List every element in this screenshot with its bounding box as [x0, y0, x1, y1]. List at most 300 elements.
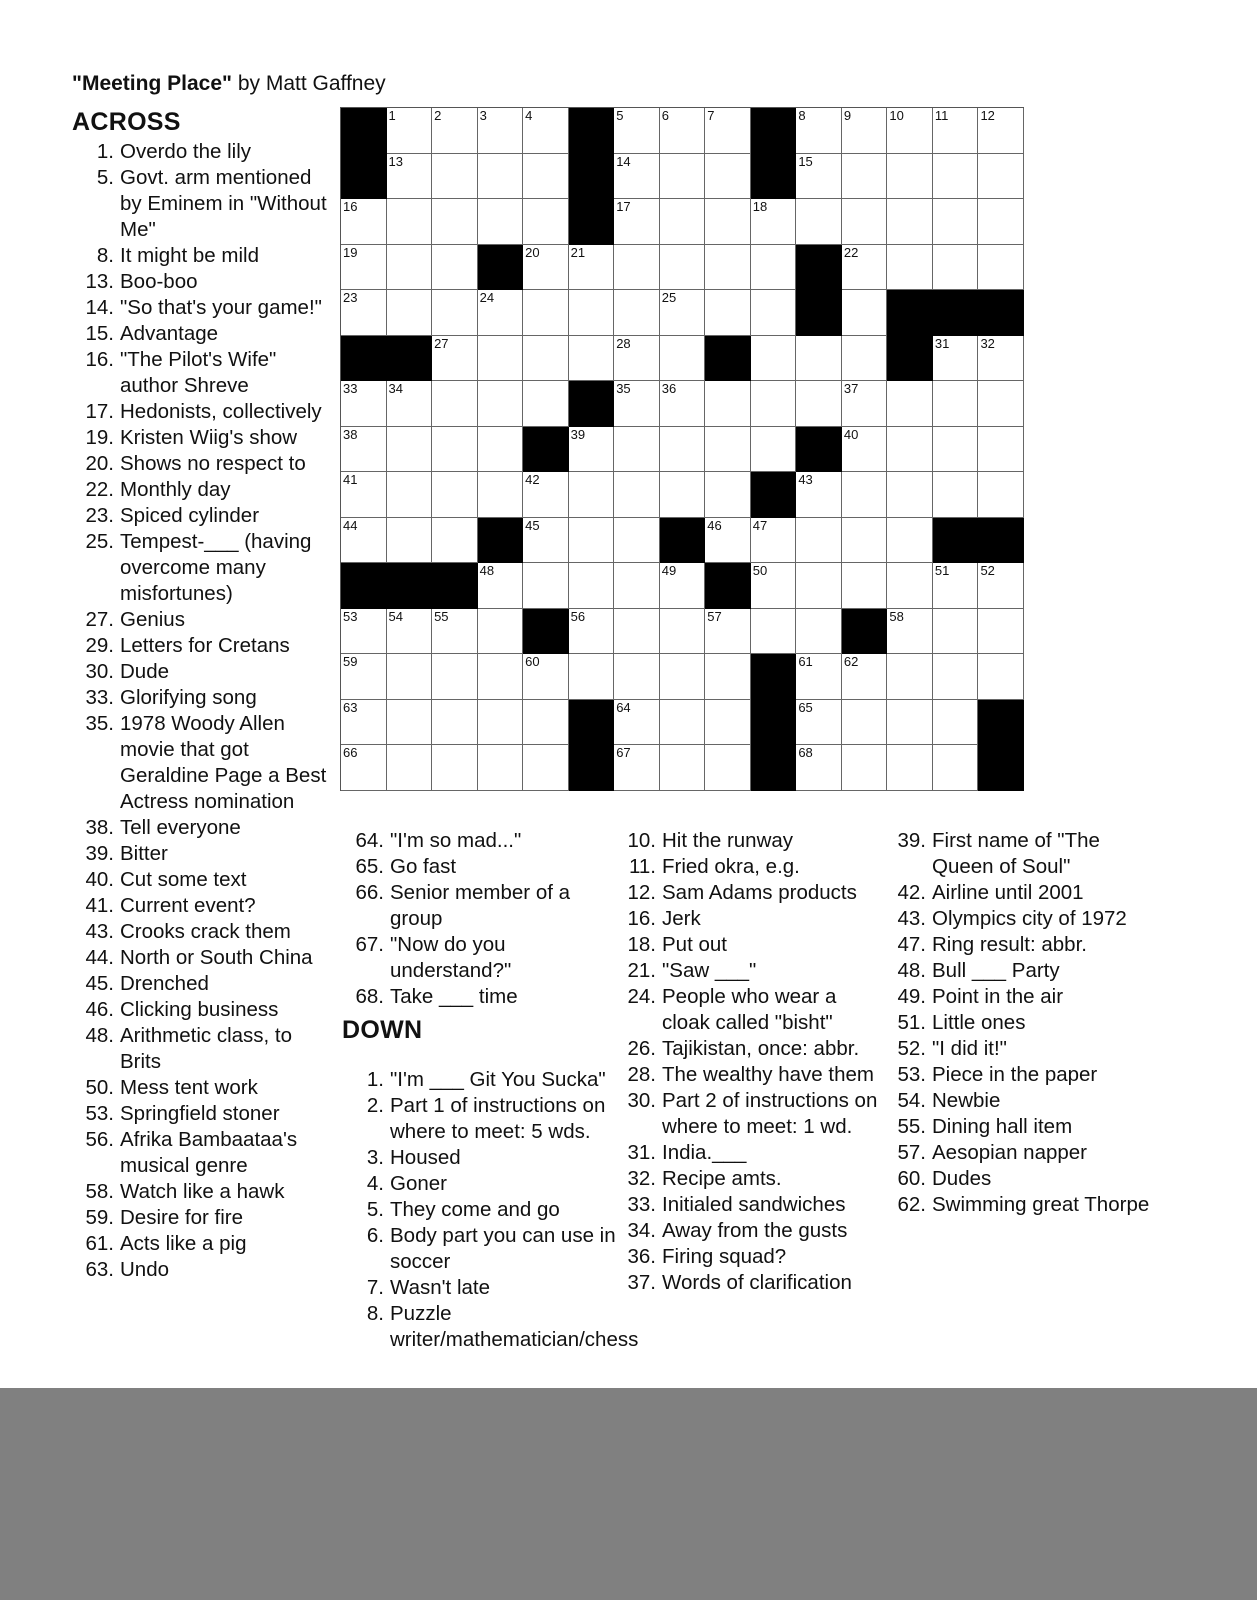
- grid-cell[interactable]: [887, 700, 933, 746]
- black-square: [978, 290, 1024, 336]
- cell-number: 51: [934, 563, 950, 579]
- down-clue[interactable]: [612, 1270, 882, 1296]
- across-clue[interactable]: [70, 893, 332, 919]
- grid-cell[interactable]: [660, 108, 706, 154]
- across-clue[interactable]: [70, 399, 332, 425]
- down-clue[interactable]: [340, 1093, 620, 1145]
- down-clues-column-3: [882, 828, 1152, 1218]
- grid-cell[interactable]: [660, 245, 706, 291]
- grid-cell[interactable]: [796, 745, 842, 791]
- grid-cell[interactable]: [933, 108, 979, 154]
- grid-cell[interactable]: [432, 381, 478, 427]
- grid-cell[interactable]: [751, 518, 797, 564]
- down-clue[interactable]: [612, 1244, 882, 1270]
- across-clue[interactable]: [340, 932, 602, 984]
- grid-cell[interactable]: [387, 199, 433, 245]
- grid-cell[interactable]: [751, 199, 797, 245]
- grid-cell[interactable]: [705, 199, 751, 245]
- clue-number: 55.: [897, 1115, 926, 1138]
- grid-cell[interactable]: [751, 609, 797, 655]
- clue-text: Fried okra, e.g.: [662, 855, 800, 878]
- grid-cell[interactable]: [523, 336, 569, 382]
- clue-number: 40.: [85, 868, 114, 891]
- grid-cell[interactable]: [614, 427, 660, 473]
- grid-cell[interactable]: [660, 154, 706, 200]
- grid-cell[interactable]: [432, 427, 478, 473]
- cell-number: 14: [616, 153, 631, 169]
- grid-cell[interactable]: [387, 609, 433, 655]
- grid-cell[interactable]: [933, 472, 979, 518]
- grid-cell[interactable]: [569, 563, 615, 609]
- down-clue[interactable]: [612, 906, 882, 932]
- grid-cell[interactable]: [432, 336, 478, 382]
- black-square: [933, 290, 979, 336]
- grid-cell[interactable]: [660, 472, 706, 518]
- grid-cell[interactable]: [523, 472, 569, 518]
- down-clue[interactable]: [340, 1275, 620, 1301]
- grid-cell[interactable]: [614, 381, 660, 427]
- cell-number: 39: [570, 426, 586, 442]
- grid-cell[interactable]: [796, 700, 842, 746]
- cell-number: 41: [343, 472, 358, 488]
- grid-cell[interactable]: [341, 654, 387, 700]
- clue-number: 39.: [897, 829, 926, 852]
- grid-cell[interactable]: [660, 199, 706, 245]
- grid-cell[interactable]: [842, 245, 888, 291]
- grid-cell[interactable]: [842, 745, 888, 791]
- clue-number: 3.: [366, 1146, 384, 1169]
- clue-number: 10.: [627, 829, 656, 852]
- grid-cell[interactable]: [341, 290, 387, 336]
- grid-cell[interactable]: [523, 290, 569, 336]
- grid-cell[interactable]: [978, 472, 1024, 518]
- down-heading: DOWN: [342, 1016, 423, 1044]
- down-clue[interactable]: [882, 1114, 1152, 1140]
- grid-cell[interactable]: [341, 745, 387, 791]
- grid-cell[interactable]: [478, 609, 524, 655]
- grid-cell[interactable]: [705, 427, 751, 473]
- grid-cell[interactable]: [614, 290, 660, 336]
- grid-cell[interactable]: [933, 563, 979, 609]
- grid-cell[interactable]: [569, 245, 615, 291]
- grid-cell[interactable]: [705, 245, 751, 291]
- grid-cell[interactable]: [569, 290, 615, 336]
- black-square: [751, 700, 797, 746]
- grid-cell[interactable]: [614, 108, 660, 154]
- crossword-grid[interactable]: [340, 107, 1024, 791]
- across-clue[interactable]: [70, 659, 332, 685]
- grid-cell[interactable]: [751, 427, 797, 473]
- grid-cell[interactable]: [751, 290, 797, 336]
- grid-cell[interactable]: [432, 245, 478, 291]
- across-clue[interactable]: [70, 295, 332, 321]
- down-clue[interactable]: [882, 880, 1152, 906]
- across-clue[interactable]: [70, 1231, 332, 1257]
- grid-cell[interactable]: [842, 654, 888, 700]
- across-clue[interactable]: [70, 997, 332, 1023]
- grid-cell[interactable]: [387, 472, 433, 518]
- grid-cell[interactable]: [523, 381, 569, 427]
- grid-cell[interactable]: [842, 427, 888, 473]
- black-square: [796, 245, 842, 291]
- grid-cell[interactable]: [933, 199, 979, 245]
- grid-cell[interactable]: [933, 609, 979, 655]
- across-clue[interactable]: [70, 1179, 332, 1205]
- grid-cell[interactable]: [523, 745, 569, 791]
- grid-cell[interactable]: [660, 700, 706, 746]
- across-clues-column-2: [340, 828, 602, 1010]
- grid-cell[interactable]: [523, 108, 569, 154]
- down-clue[interactable]: [340, 1301, 639, 1353]
- grid-cell[interactable]: [478, 700, 524, 746]
- grid-cell[interactable]: [842, 290, 888, 336]
- down-clue[interactable]: [612, 828, 882, 854]
- grid-cell[interactable]: [478, 472, 524, 518]
- grid-cell[interactable]: [523, 563, 569, 609]
- across-clue[interactable]: [70, 503, 332, 529]
- grid-cell[interactable]: [887, 108, 933, 154]
- grid-cell[interactable]: [432, 472, 478, 518]
- down-clue[interactable]: [882, 984, 1152, 1010]
- down-clue[interactable]: [882, 1192, 1152, 1218]
- grid-cell[interactable]: [842, 108, 888, 154]
- grid-cell[interactable]: [933, 245, 979, 291]
- down-clue[interactable]: [612, 932, 882, 958]
- across-clue[interactable]: [70, 841, 332, 867]
- clue-text: India.___: [662, 1141, 747, 1164]
- grid-cell[interactable]: [796, 563, 842, 609]
- down-clue[interactable]: [882, 1036, 1152, 1062]
- clue-number: 63.: [85, 1258, 114, 1281]
- grid-cell[interactable]: [933, 654, 979, 700]
- down-clue[interactable]: [882, 1062, 1152, 1088]
- grid-cell[interactable]: [387, 108, 433, 154]
- grid-cell[interactable]: [523, 654, 569, 700]
- grid-cell[interactable]: [751, 245, 797, 291]
- grid-cell[interactable]: [751, 381, 797, 427]
- grid-cell[interactable]: [933, 336, 979, 382]
- down-clue[interactable]: [340, 1197, 620, 1223]
- across-clue[interactable]: [70, 1257, 332, 1283]
- grid-cell[interactable]: [887, 518, 933, 564]
- grid-cell[interactable]: [705, 290, 751, 336]
- grid-cell[interactable]: [933, 154, 979, 200]
- clue-text: It might be mild: [120, 244, 259, 267]
- down-clue[interactable]: [612, 1088, 882, 1140]
- grid-cell[interactable]: [478, 154, 524, 200]
- grid-cell[interactable]: [341, 427, 387, 473]
- grid-cell[interactable]: [796, 108, 842, 154]
- across-clue[interactable]: [70, 919, 332, 945]
- across-clue[interactable]: [340, 984, 602, 1010]
- across-clue[interactable]: [340, 880, 602, 932]
- down-clue[interactable]: [340, 1223, 620, 1275]
- across-clue[interactable]: [70, 243, 332, 269]
- grid-cell[interactable]: [614, 700, 660, 746]
- across-clue[interactable]: [70, 711, 332, 815]
- grid-cell[interactable]: [432, 199, 478, 245]
- grid-cell[interactable]: [569, 609, 615, 655]
- across-clue[interactable]: [70, 1205, 332, 1231]
- down-clue[interactable]: [882, 828, 1152, 880]
- grid-cell[interactable]: [523, 154, 569, 200]
- grid-cell[interactable]: [887, 472, 933, 518]
- grid-cell[interactable]: [341, 700, 387, 746]
- across-clue[interactable]: [340, 828, 602, 854]
- across-clue[interactable]: [70, 321, 332, 347]
- down-clue[interactable]: [882, 932, 1152, 958]
- down-clue[interactable]: [882, 1166, 1152, 1192]
- grid-cell[interactable]: [432, 518, 478, 564]
- across-clue[interactable]: [70, 815, 332, 841]
- grid-cell[interactable]: [978, 336, 1024, 382]
- grid-cell[interactable]: [614, 745, 660, 791]
- clue-number: 13.: [85, 270, 114, 293]
- clue-text: Afrika Bambaataa's musical genre: [120, 1128, 298, 1177]
- grid-cell[interactable]: [796, 472, 842, 518]
- grid-cell[interactable]: [478, 290, 524, 336]
- grid-cell[interactable]: [660, 381, 706, 427]
- grid-cell[interactable]: [387, 381, 433, 427]
- down-clue[interactable]: [612, 1036, 882, 1062]
- clue-number: 52.: [897, 1037, 926, 1060]
- grid-cell[interactable]: [387, 745, 433, 791]
- grid-cell[interactable]: [341, 609, 387, 655]
- grid-cell[interactable]: [887, 609, 933, 655]
- grid-cell[interactable]: [432, 745, 478, 791]
- grid-cell[interactable]: [341, 518, 387, 564]
- grid-cell[interactable]: [660, 609, 706, 655]
- grid-cell[interactable]: [660, 654, 706, 700]
- down-clue[interactable]: [612, 1192, 882, 1218]
- down-clue[interactable]: [612, 958, 882, 984]
- grid-cell[interactable]: [523, 245, 569, 291]
- grid-cell[interactable]: [569, 427, 615, 473]
- grid-cell[interactable]: [751, 563, 797, 609]
- grid-cell[interactable]: [614, 518, 660, 564]
- grid-cell[interactable]: [660, 563, 706, 609]
- cell-number: 5: [616, 108, 624, 123]
- across-clue[interactable]: [70, 529, 332, 607]
- clue-number: 16.: [627, 907, 656, 930]
- grid-cell[interactable]: [978, 381, 1024, 427]
- grid-cell[interactable]: [842, 336, 888, 382]
- grid-cell[interactable]: [796, 199, 842, 245]
- down-clue[interactable]: [882, 958, 1152, 984]
- grid-cell[interactable]: [660, 290, 706, 336]
- grid-cell[interactable]: [660, 336, 706, 382]
- grid-cell[interactable]: [660, 745, 706, 791]
- grid-cell[interactable]: [705, 518, 751, 564]
- grid-cell[interactable]: [478, 563, 524, 609]
- grid-cell[interactable]: [751, 336, 797, 382]
- grid-cell[interactable]: [432, 108, 478, 154]
- clue-number: 60.: [897, 1167, 926, 1190]
- grid-cell[interactable]: [614, 609, 660, 655]
- grid-cell[interactable]: [796, 609, 842, 655]
- grid-cell[interactable]: [614, 199, 660, 245]
- grid-cell[interactable]: [705, 154, 751, 200]
- grid-cell[interactable]: [705, 472, 751, 518]
- across-clue[interactable]: [70, 425, 332, 451]
- grid-cell[interactable]: [933, 745, 979, 791]
- grid-cell[interactable]: [933, 381, 979, 427]
- grid-cell[interactable]: [705, 609, 751, 655]
- clue-text: Tell everyone: [120, 816, 241, 839]
- grid-cell[interactable]: [978, 609, 1024, 655]
- grid-cell[interactable]: [978, 563, 1024, 609]
- grid-cell[interactable]: [614, 563, 660, 609]
- down-clue[interactable]: [340, 1171, 620, 1197]
- grid-cell[interactable]: [796, 336, 842, 382]
- grid-cell[interactable]: [796, 654, 842, 700]
- grid-cell[interactable]: [387, 290, 433, 336]
- across-clue[interactable]: [70, 1023, 332, 1075]
- grid-cell[interactable]: [978, 427, 1024, 473]
- down-clue[interactable]: [340, 1145, 620, 1171]
- across-clue[interactable]: [70, 269, 332, 295]
- grid-cell[interactable]: [614, 245, 660, 291]
- grid-cell[interactable]: [569, 654, 615, 700]
- across-clue[interactable]: [70, 1127, 332, 1179]
- clue-text: Crooks crack them: [120, 920, 291, 943]
- grid-cell[interactable]: [614, 654, 660, 700]
- grid-cell[interactable]: [796, 518, 842, 564]
- across-clue[interactable]: [70, 607, 332, 633]
- grid-cell[interactable]: [432, 154, 478, 200]
- grid-cell[interactable]: [341, 381, 387, 427]
- grid-cell[interactable]: [341, 245, 387, 291]
- grid-cell[interactable]: [887, 427, 933, 473]
- down-clue[interactable]: [612, 1140, 882, 1166]
- grid-cell[interactable]: [478, 745, 524, 791]
- grid-cell[interactable]: [569, 336, 615, 382]
- down-clue[interactable]: [612, 1166, 882, 1192]
- grid-cell[interactable]: [614, 472, 660, 518]
- grid-cell[interactable]: [887, 563, 933, 609]
- across-clue[interactable]: [70, 633, 332, 659]
- grid-cell[interactable]: [842, 700, 888, 746]
- cell-number: 32: [980, 335, 995, 351]
- across-clue[interactable]: [70, 347, 332, 399]
- grid-cell[interactable]: [569, 518, 615, 564]
- grid-cell[interactable]: [478, 108, 524, 154]
- down-clue[interactable]: [612, 984, 882, 1036]
- grid-cell[interactable]: [705, 700, 751, 746]
- down-clue[interactable]: [882, 1088, 1152, 1114]
- grid-cell[interactable]: [978, 108, 1024, 154]
- grid-cell[interactable]: [933, 427, 979, 473]
- across-clue[interactable]: [70, 451, 332, 477]
- across-clue[interactable]: [70, 867, 332, 893]
- across-clue[interactable]: [70, 1075, 332, 1101]
- across-clue[interactable]: [70, 1101, 332, 1127]
- grid-cell[interactable]: [887, 745, 933, 791]
- grid-cell[interactable]: [887, 245, 933, 291]
- across-clue[interactable]: [70, 139, 332, 165]
- grid-cell[interactable]: [478, 199, 524, 245]
- grid-cell[interactable]: [341, 472, 387, 518]
- grid-cell[interactable]: [387, 427, 433, 473]
- cell-number: 11: [934, 108, 949, 123]
- across-clue[interactable]: [70, 685, 332, 711]
- across-clue[interactable]: [70, 165, 332, 243]
- across-clue[interactable]: [70, 477, 332, 503]
- grid-cell[interactable]: [705, 108, 751, 154]
- grid-cell[interactable]: [432, 290, 478, 336]
- grid-cell[interactable]: [432, 700, 478, 746]
- grid-cell[interactable]: [478, 654, 524, 700]
- grid-cell[interactable]: [887, 381, 933, 427]
- down-clue[interactable]: [882, 906, 1152, 932]
- grid-cell[interactable]: [478, 381, 524, 427]
- grid-cell[interactable]: [387, 245, 433, 291]
- across-clue[interactable]: [70, 945, 332, 971]
- grid-cell[interactable]: [842, 518, 888, 564]
- grid-cell[interactable]: [887, 199, 933, 245]
- grid-cell[interactable]: [705, 654, 751, 700]
- down-clue[interactable]: [882, 1010, 1152, 1036]
- grid-cell[interactable]: [523, 199, 569, 245]
- clue-text: Letters for Cretans: [120, 634, 290, 657]
- grid-cell[interactable]: [387, 518, 433, 564]
- grid-cell[interactable]: [796, 381, 842, 427]
- grid-cell[interactable]: [978, 199, 1024, 245]
- grid-cell[interactable]: [614, 336, 660, 382]
- grid-cell[interactable]: [842, 199, 888, 245]
- grid-cell[interactable]: [842, 381, 888, 427]
- cell-number: 15: [798, 153, 813, 169]
- grid-cell[interactable]: [569, 472, 615, 518]
- grid-cell[interactable]: [978, 654, 1024, 700]
- down-clue[interactable]: [882, 1140, 1152, 1166]
- across-clue[interactable]: [70, 971, 332, 997]
- clue-text: Words of clarification: [662, 1271, 852, 1294]
- grid-cell[interactable]: [660, 427, 706, 473]
- grid-cell[interactable]: [387, 154, 433, 200]
- grid-cell[interactable]: [842, 154, 888, 200]
- clue-text: Bitter: [120, 842, 168, 865]
- grid-cell[interactable]: [933, 700, 979, 746]
- down-clue[interactable]: [340, 1067, 620, 1093]
- grid-cell[interactable]: [614, 154, 660, 200]
- grid-cell[interactable]: [842, 472, 888, 518]
- down-clue[interactable]: [612, 1218, 882, 1244]
- grid-cell[interactable]: [341, 199, 387, 245]
- down-clue[interactable]: [612, 854, 882, 880]
- grid-cell[interactable]: [978, 154, 1024, 200]
- across-clue[interactable]: [340, 854, 602, 880]
- grid-cell[interactable]: [387, 700, 433, 746]
- grid-cell[interactable]: [478, 336, 524, 382]
- grid-cell[interactable]: [887, 654, 933, 700]
- grid-cell[interactable]: [796, 154, 842, 200]
- grid-cell[interactable]: [523, 518, 569, 564]
- grid-cell[interactable]: [432, 609, 478, 655]
- grid-cell[interactable]: [705, 745, 751, 791]
- grid-cell[interactable]: [387, 654, 433, 700]
- down-clue[interactable]: [612, 880, 882, 906]
- grid-cell[interactable]: [478, 427, 524, 473]
- cell-number: 22: [843, 244, 859, 260]
- grid-cell[interactable]: [887, 154, 933, 200]
- grid-cell[interactable]: [432, 654, 478, 700]
- down-clue[interactable]: [612, 1062, 882, 1088]
- grid-cell[interactable]: [705, 381, 751, 427]
- grid-cell[interactable]: [978, 245, 1024, 291]
- grid-cell[interactable]: [523, 700, 569, 746]
- grid-cell[interactable]: [842, 563, 888, 609]
